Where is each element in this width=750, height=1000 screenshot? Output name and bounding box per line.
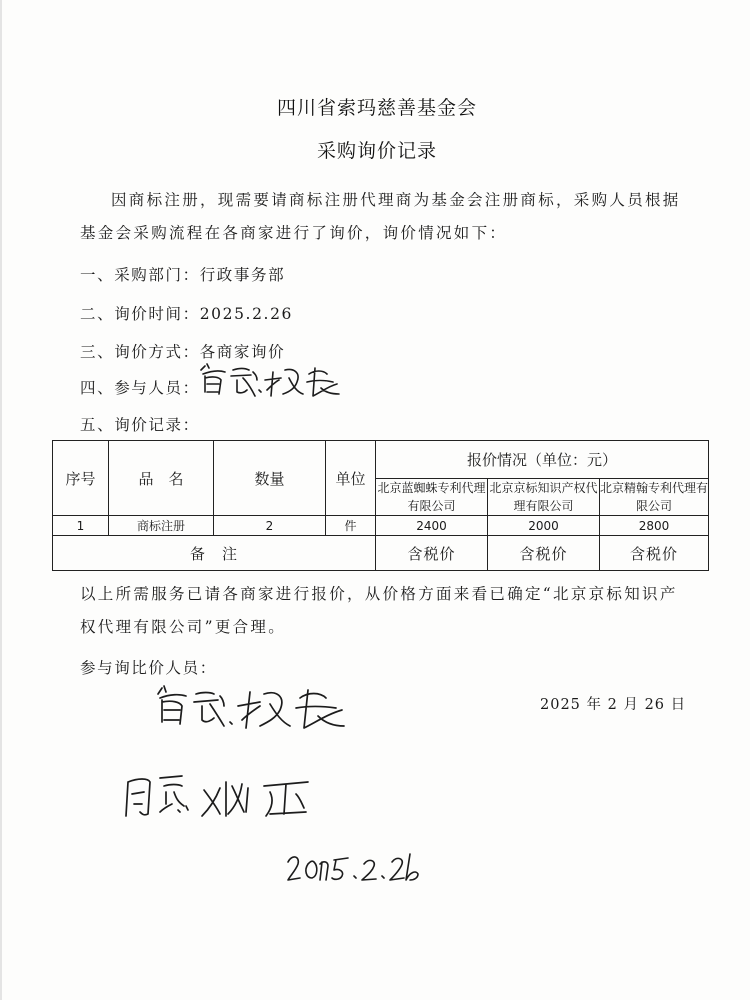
participants-line — [80, 376, 200, 398]
row-price: 2400 — [376, 516, 488, 536]
vendor-header: 北京精翰专利代理有限公司 — [600, 479, 709, 516]
document-title: 采购询价记录 — [316, 140, 437, 162]
intro-paragraph: 因商标注册，现需要请商标注册代理商为基金会注册商标，采购人员根据基金会采购流程在各商家进行了询价，询价情况如下： — [80, 191, 681, 242]
inquiry-method-line — [80, 340, 285, 362]
row-price: 2000 — [488, 516, 600, 536]
inquiry-record-table — [52, 440, 709, 571]
row-unit: 件 — [326, 516, 376, 536]
participants-caption: 参与询比价人员： — [80, 659, 217, 677]
vendor-header: 北京京标知识产权代理有限公司 — [488, 479, 600, 516]
inquiry-method-label: 三、询价方式： — [80, 343, 200, 361]
col-header-qty: 数量 — [214, 441, 326, 516]
remarks-row — [53, 536, 709, 571]
purchase-dept-line — [80, 263, 285, 285]
conclusion-paragraph: 以上所需服务已请各商家进行报价，从价格方面来看已确定“北京京标知识产权代理有限公司”更合理。 — [80, 585, 678, 636]
sign-date: 2025 年 2 月 26 日 — [540, 697, 687, 713]
col-header-quote-group: 报价情况（单位：元） — [376, 441, 709, 479]
remark-cell: 含税价 — [600, 536, 709, 571]
participants-label: 四、参与人员： — [80, 379, 200, 397]
vendor-header: 北京蓝蜘蛛专利代理有限公司 — [376, 479, 488, 516]
inquiry-record-label: 五、询价记录： — [80, 416, 200, 434]
reviewer-signature — [120, 768, 340, 828]
inquiry-time-line — [80, 302, 293, 324]
row-name: 商标注册 — [109, 516, 214, 536]
table-row — [53, 516, 709, 536]
purchase-dept-value: 行政事务部 — [199, 266, 286, 284]
row-seq: 1 — [53, 516, 109, 536]
row-qty: 2 — [214, 516, 326, 536]
participants-signature-inline — [197, 362, 347, 402]
row-price: 2800 — [600, 516, 709, 536]
org-title: 四川省索玛慈善基金会 — [276, 97, 477, 119]
col-header-unit: 单位 — [326, 441, 376, 516]
purchase-dept-label: 一、采购部门： — [80, 266, 200, 284]
inquiry-method-value: 各商家询价 — [199, 343, 286, 361]
inquiry-time-value: 2025.2.26 — [199, 305, 293, 323]
table-header-row — [53, 441, 709, 479]
inquiry-record-line — [80, 413, 200, 435]
col-header-name: 品 名 — [109, 441, 214, 516]
review-date-handwritten — [284, 846, 424, 886]
inquiry-time-label: 二、询价时间： — [80, 305, 200, 323]
participants-signature-block — [152, 684, 352, 734]
remark-cell: 含税价 — [488, 536, 600, 571]
remark-label: 备 注 — [53, 536, 376, 571]
remark-cell: 含税价 — [376, 536, 488, 571]
col-header-seq: 序号 — [53, 441, 109, 516]
